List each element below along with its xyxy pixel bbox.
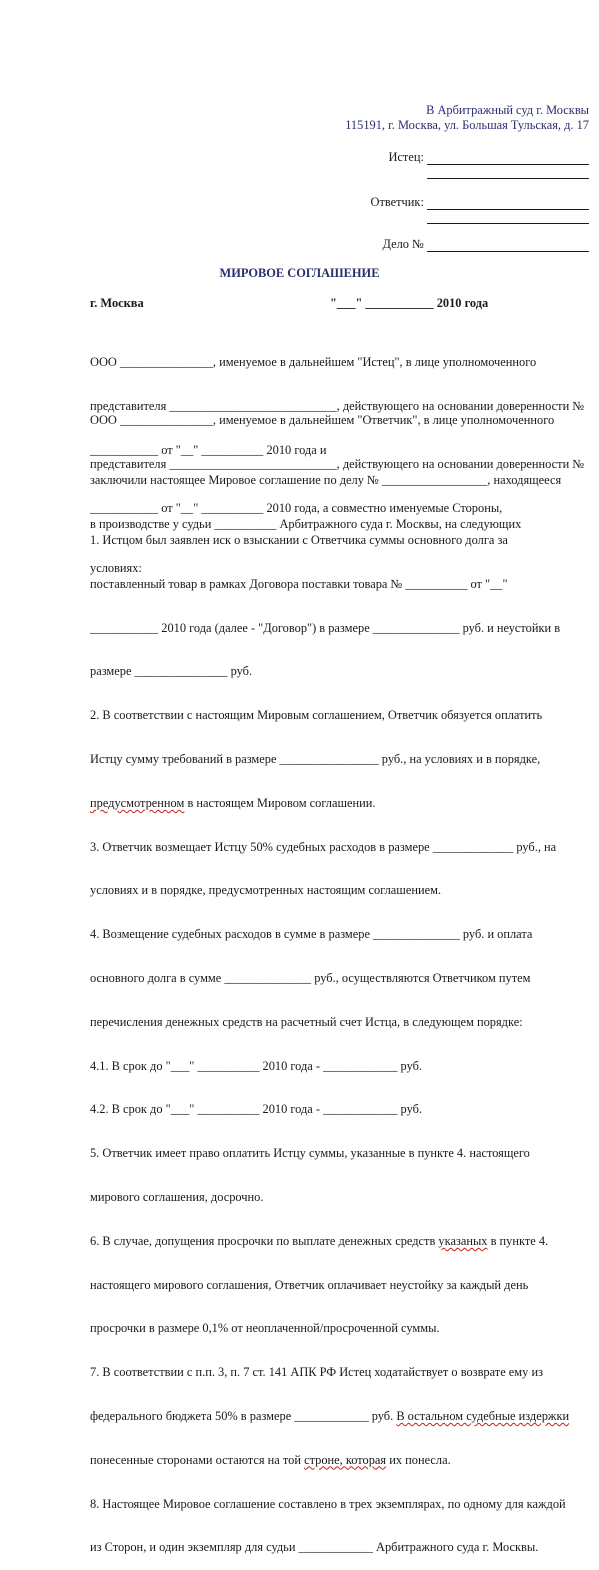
paragraph-line: в производстве у судьи __________ Арбитражного суда г. Москвы, на следующих [90, 516, 522, 531]
city: г. Москва [90, 296, 144, 310]
case-number-field [382, 237, 589, 252]
court-address-block [345, 103, 589, 132]
term-line: просрочки в размере 0,1% от неоплаченной/просроченной суммы. [90, 1321, 440, 1336]
plaintiff-field [388, 150, 589, 165]
term-line: Истцу сумму требований в размере ________________ руб., на условиях и в порядке, [90, 751, 541, 766]
term-line: предусмотренном в настоящем Мировом соглашении. [90, 795, 376, 810]
paragraph-line: представителя ___________________________, действующего на основании доверенности № [90, 456, 585, 471]
defendant-line-2 [427, 209, 589, 224]
paragraph-line: ___________ от "__" __________ 2010 года и [90, 442, 327, 457]
defendant-line [427, 197, 589, 210]
terms-list [90, 504, 590, 1570]
spellcheck-mark: предусмотренном [90, 795, 185, 810]
term-line: ___________ 2010 года (далее - "Договор") в размере ______________ руб. и неустойки в [90, 620, 561, 635]
term-line: 4. Возмещение судебных расходов в сумме в размере ______________ руб. и оплата [90, 927, 533, 942]
spellcheck-mark: строне, которая [304, 1452, 387, 1467]
term-line: основного долга в сумме ______________ руб., осуществляются Ответчиком путем [90, 970, 531, 985]
paragraph-line: ООО _______________, именуемое в дальнейшем "Истец", в лице уполномоченного [90, 355, 537, 369]
defendant-label: Ответчик: [370, 195, 424, 209]
term-line: 6. В случае, допущения просрочки по выплате денежных средств указаных в пункте 4. [90, 1233, 549, 1248]
term-line: 1. Истцом был заявлен иск о взыскании с Ответчика суммы основного долга за [90, 533, 508, 547]
term-line: 4.2. В срок до "___" __________ 2010 года - ____________ руб. [90, 1102, 423, 1117]
term-line: 5. Ответчик имеет право оплатить Истцу суммы, указанные в пункте 4. настоящего [90, 1146, 530, 1161]
defendant-field [371, 195, 590, 210]
court-address: 115191, г. Москва, ул. Большая Тульская, д. 17 [345, 117, 589, 132]
court-name: В Арбитражный суд г. Москвы [426, 103, 589, 117]
term-line: настоящего мирового соглашения, Ответчик оплачивает неустойку за каждый день [90, 1277, 529, 1292]
term-line: мирового соглашения, досрочно. [90, 1189, 264, 1204]
spellcheck-mark: В остальном судебные издержки [396, 1408, 570, 1423]
term-line: 8. Настоящее Мировое соглашение составлено в трех экземплярах, по одному для каждой [90, 1496, 566, 1511]
term-line: 2. В соответствии с настоящим Мировым соглашением, Ответчик обязуется оплатить [90, 708, 543, 723]
term-line: условиях и в порядке, предусмотренных настоящим соглашением. [90, 883, 442, 898]
spellcheck-mark: указаных [438, 1233, 488, 1248]
plaintiff-label: Истец: [388, 150, 424, 164]
case-number-line [427, 239, 589, 252]
term-line: федерального бюджета 50% в размере ____________ руб. В остальном судебные издержки [90, 1408, 570, 1423]
paragraph-line: ООО _______________, именуемое в дальнейшем "Ответчик", в лице уполномоченного [90, 413, 555, 427]
term-line: 3. Ответчик возмещает Истцу 50% судебных расходов в размере _____________ руб., на [90, 839, 557, 854]
term-line: 4.1. В срок до "___" __________ 2010 года - ____________ руб. [90, 1058, 423, 1073]
paragraph-line: условиях: [90, 560, 142, 575]
term-line: понесенные сторонами остаются на той строне, которая их понесла. [90, 1452, 451, 1467]
plaintiff-line [427, 152, 589, 165]
case-number-label: Дело № [382, 237, 424, 251]
agreement-date: "___" ___________ 2010 года [330, 296, 489, 310]
term-line: размере _______________ руб. [90, 664, 253, 679]
term-line: 7. В соответствии с п.п. 3, п. 7 ст. 141 АПК РФ Истец ходатайствует о возврате ему из [90, 1365, 543, 1380]
document-title: МИРОВОЕ СОГЛАШЕНИЕ [219, 266, 380, 280]
term-line: поставленный товар в рамках Договора поставки товара № __________ от "__" [90, 576, 508, 591]
paragraph-line: ___________ от "__" __________ 2010 года, а совместно именуемые Стороны, [90, 500, 503, 515]
term-line: из Сторон, и один экземпляр для судьи ____________ Арбитражного суда г. Москвы. [90, 1540, 539, 1555]
paragraph-line: заключили настоящее Мировое соглашение по делу № _________________, находящееся [90, 473, 562, 487]
term-line: перечисления денежных средств на расчетный счет Истца, в следующем порядке: [90, 1014, 523, 1029]
plaintiff-line-2 [427, 164, 589, 179]
paragraph-line: представителя ___________________________, действующего на основании доверенности № [90, 398, 585, 413]
